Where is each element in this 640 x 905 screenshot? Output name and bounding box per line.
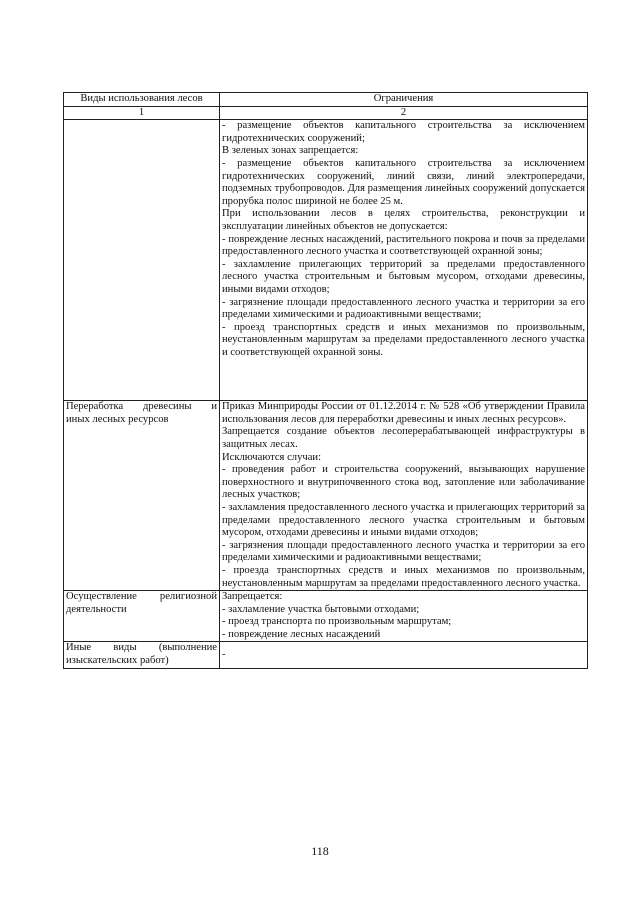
restriction-paragraph: - загрязнения площади предоставленного лесного участка и территории за его пределами химическими и радиоактивными веществами; xyxy=(222,539,585,564)
restriction-paragraph: - проведения работ и строительства сооружений, вызывающих нарушение поверхностного и внутрипочвенного стока вод, затопление или заболачивание лесных участков; xyxy=(222,464,585,501)
restrictions-cell xyxy=(220,401,588,591)
table-header-row xyxy=(64,93,588,107)
restriction-paragraph: Запрещается: xyxy=(222,591,283,603)
forest-use-type-line: изыскательских работ) xyxy=(66,655,169,667)
restriction-paragraph: - повреждение лесных насаждений xyxy=(222,628,381,640)
table-row xyxy=(64,642,588,668)
restrictions-cell xyxy=(220,642,588,668)
restriction-paragraph: - захламление участка бытовыми отходами; xyxy=(222,603,420,615)
restrictions-cell xyxy=(220,120,588,401)
forest-use-type-line: деятельности xyxy=(66,603,127,615)
restrictions-table xyxy=(63,92,588,669)
restriction-paragraph: - размещение объектов капитального строительства за исключением гидротехнических сооружений, линий связи, линий электропередачи, подземных трубопроводов. Для размещения линейных сооружений допускается прорубка полос шириной не более 25 м. xyxy=(222,157,585,207)
restrictions-cell xyxy=(220,591,588,642)
forest-use-type-cell xyxy=(64,120,220,401)
forest-use-type-cell xyxy=(64,401,220,591)
column-number-1: 1 xyxy=(64,106,220,120)
restriction-paragraph: Запрещается создание объектов лесоперерабатывающей инфраструктуры в защитных лесах. xyxy=(222,426,585,450)
table-row xyxy=(64,120,588,401)
table-row xyxy=(64,591,588,642)
column-number-row xyxy=(64,106,588,120)
restriction-paragraph: - xyxy=(222,648,226,660)
header-restrictions: Ограничения xyxy=(220,93,588,107)
restriction-paragraph: Приказ Минприроды России от 01.12.2014 г. № 528 «Об утверждении Правила использования лесов для переработки древесины и иных лесных ресурсов». xyxy=(222,401,585,425)
restriction-paragraph: Исключаются случаи: xyxy=(222,451,322,463)
forest-use-type-line: Иные виды (выполнение xyxy=(66,642,217,654)
forest-use-type-cell xyxy=(64,642,220,668)
forest-use-type-line: Осуществление религиозной xyxy=(66,591,217,603)
forest-use-type-line: Переработка древесины и xyxy=(66,401,217,413)
restriction-paragraph: - проезд транспорта по произвольным маршрутам; xyxy=(222,616,452,628)
restriction-paragraph: - загрязнение площади предоставленного лесного участка и территории за его пределами химическими и радиоактивными веществами; xyxy=(222,296,585,321)
restriction-paragraph: В зеленых зонах запрещается: xyxy=(222,145,359,157)
restriction-paragraph: - захламление прилегающих территорий за пределами предоставленного лесного участка строительным и бытовым мусором, отходами древесины, иными видами отходов; xyxy=(222,258,585,295)
restriction-paragraph: - проезд транспортных средств и иных механизмов по произвольным, неустановленным маршрутам за пределами предоставленного лесного участка и соответствующей охранной зоны. xyxy=(222,321,585,358)
page-number: 118 xyxy=(311,844,329,858)
column-number-2: 2 xyxy=(220,106,588,120)
header-forest-use-types: Виды использования лесов xyxy=(64,93,220,107)
restriction-paragraph: - повреждение лесных насаждений, растительного покрова и почв за пределами предоставленного лесного участка и соответствующей охранной зоны; xyxy=(222,233,585,258)
table-row xyxy=(64,401,588,591)
restriction-paragraph: - проезда транспортных средств и иных механизмов по произвольным, неустановленным маршрутам за пределами предоставленного лесного участка. xyxy=(222,564,585,589)
forest-use-type-cell xyxy=(64,591,220,642)
restriction-paragraph: При использовании лесов в целях строительства, реконструкции и эксплуатации линейных объектов не допускается: xyxy=(222,208,585,232)
forest-use-type-line: иных лесных ресурсов xyxy=(66,413,169,425)
restriction-paragraph: - размещение объектов капитального строительства за исключением гидротехнических сооружений; xyxy=(222,120,585,144)
restriction-paragraph: - захламления предоставленного лесного участка и прилегающих территорий за пределами предоставленного лесного участка строительным и бытовым мусором, отходами древесины и иными видами отходов; xyxy=(222,501,585,539)
